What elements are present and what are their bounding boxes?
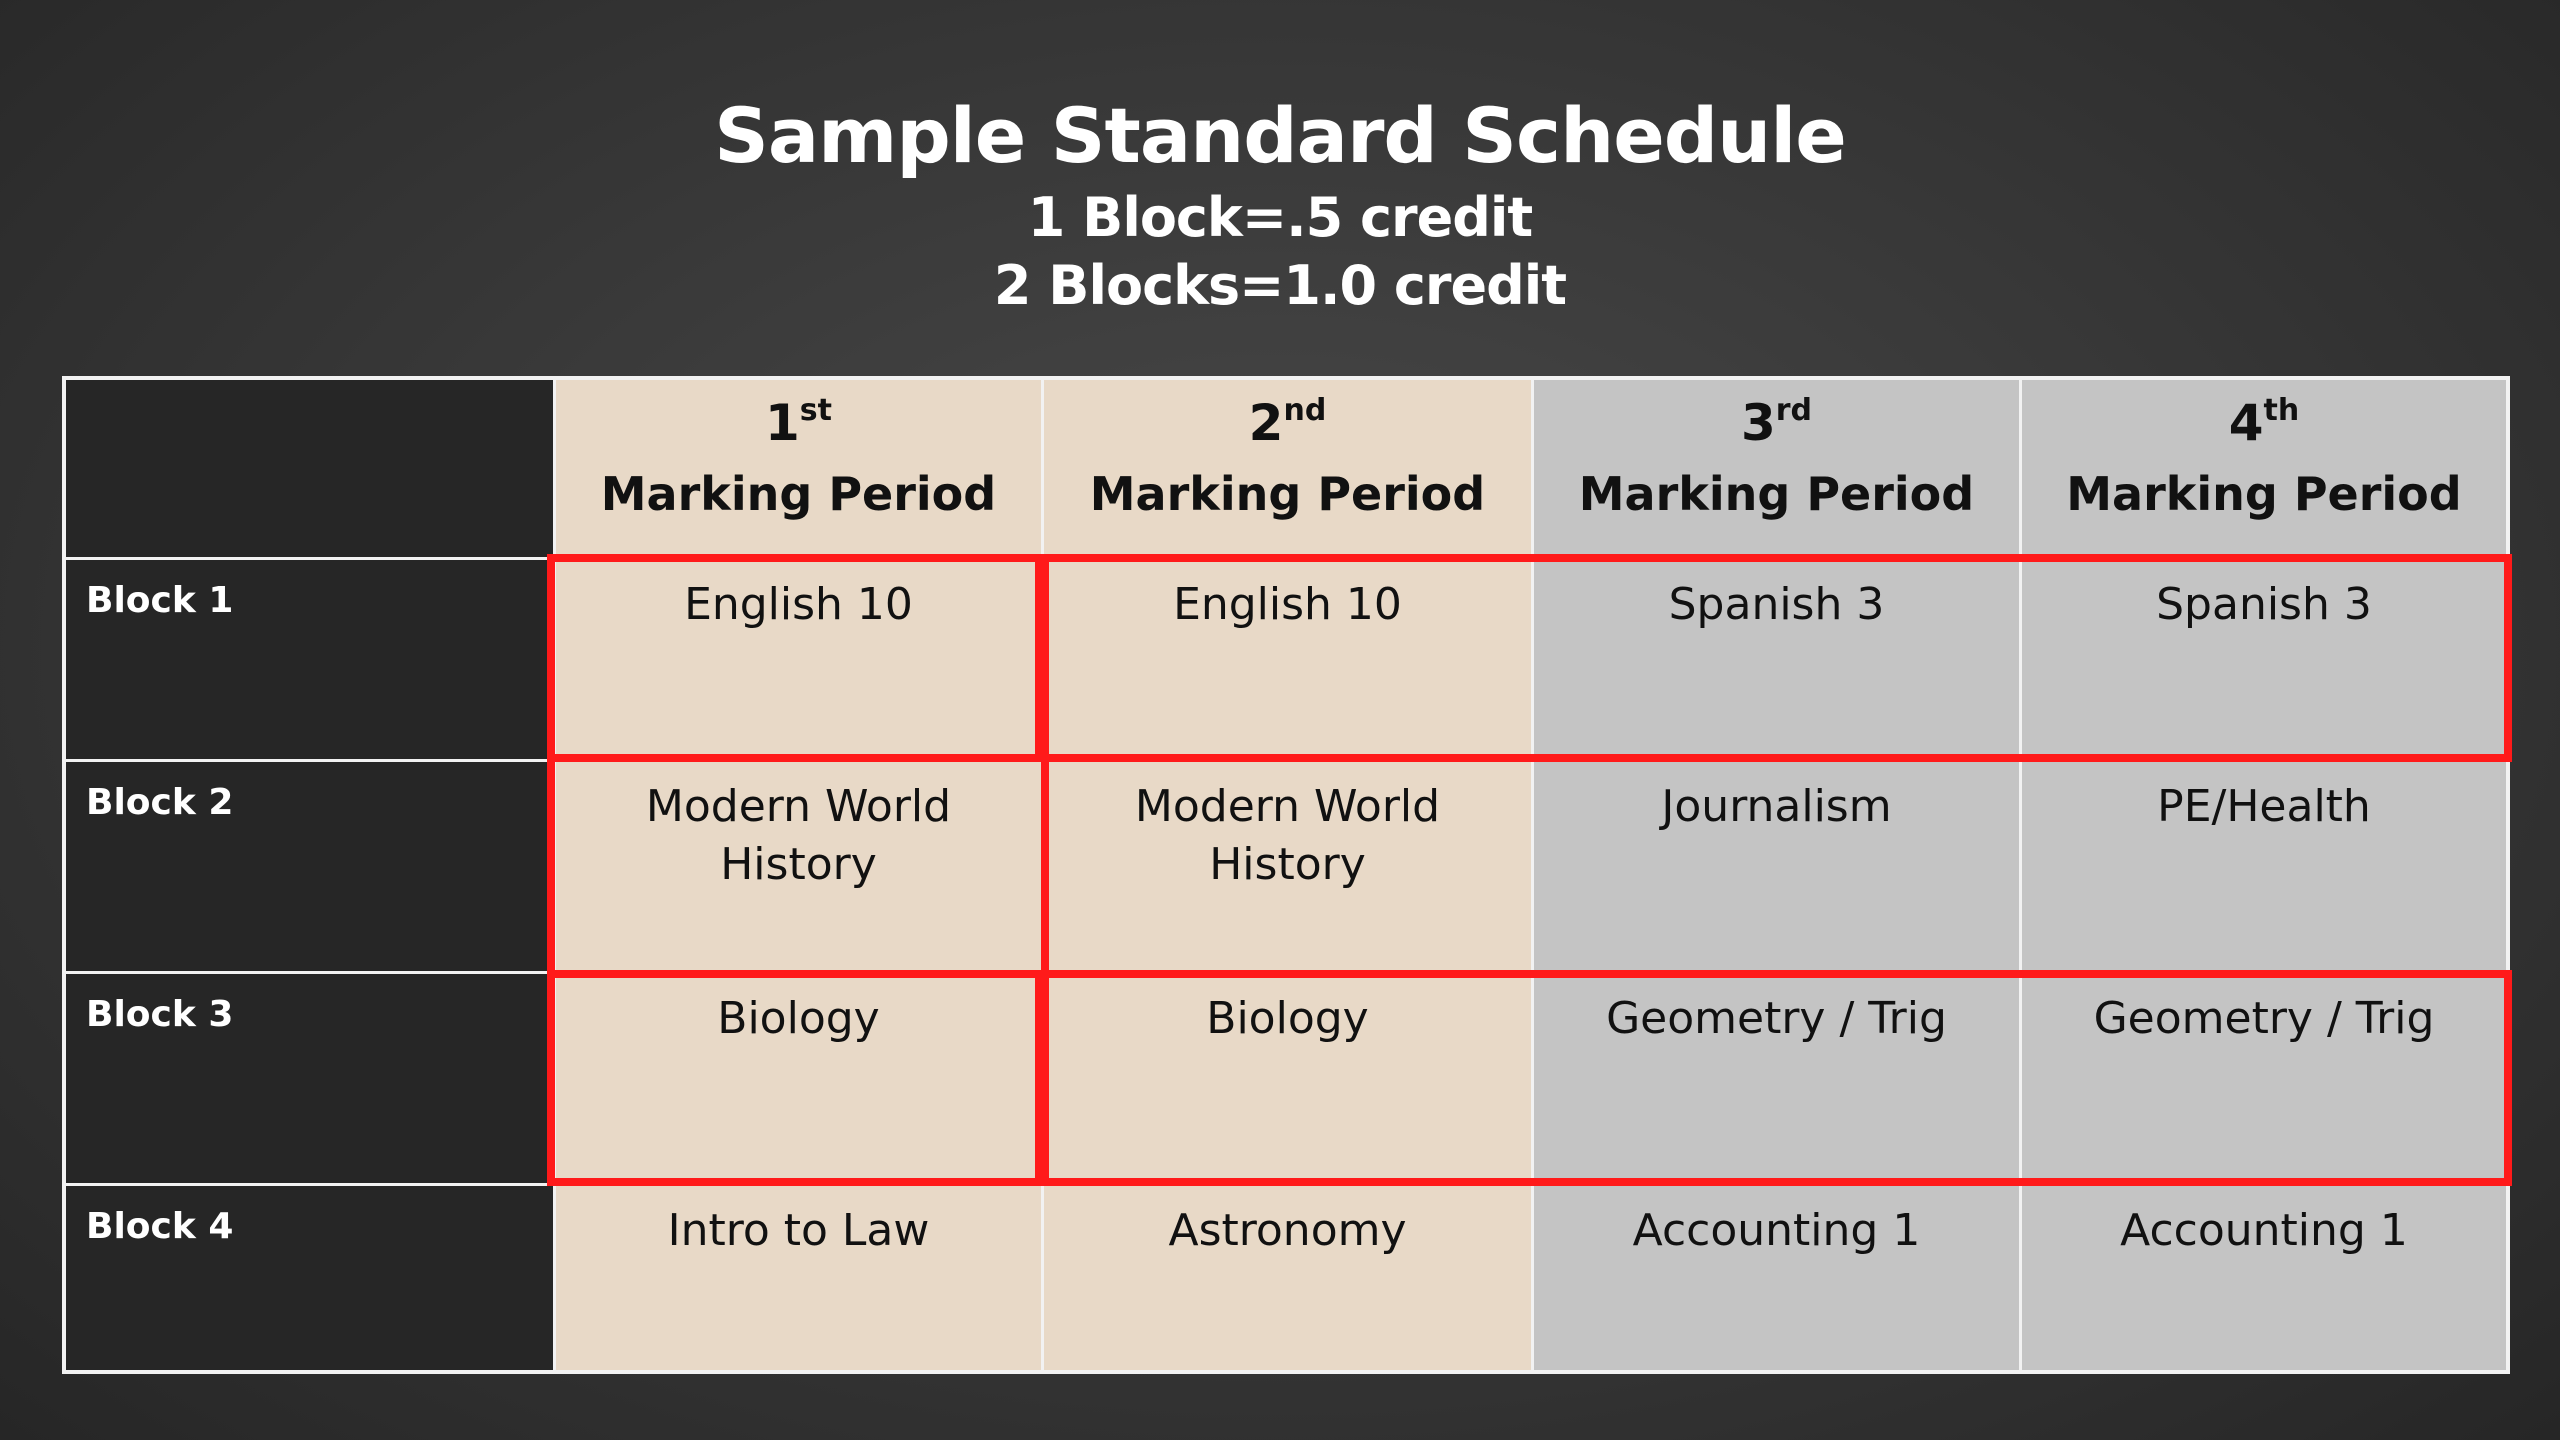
course-name: Spanish 3	[1668, 579, 1885, 630]
course-cell	[1534, 1186, 2022, 1370]
course-name-line-1: Modern World	[1134, 781, 1441, 832]
course-name: Biology	[1206, 993, 1369, 1044]
period-number: 3	[1740, 394, 1776, 452]
period-suffix: th	[2263, 393, 2300, 428]
course-name: Accounting 1	[1632, 1205, 1921, 1256]
period-label: Marking Period	[2066, 467, 2462, 521]
subtitle-credit-double: 2 Blocks=1.0 credit	[993, 254, 1567, 317]
period-number: 4	[2228, 394, 2264, 452]
course-cell	[556, 974, 1044, 1186]
row-label-block-4: Block 4	[66, 1186, 556, 1370]
course-cell	[1534, 762, 2022, 974]
course-cell	[1044, 1186, 1534, 1370]
subtitle-credit-single: 1 Block=.5 credit	[1027, 186, 1533, 249]
course-name: English 10	[1173, 579, 1402, 630]
period-suffix: st	[799, 393, 832, 428]
course-name: PE/Health	[2157, 781, 2371, 832]
course-name: Biology	[717, 993, 880, 1044]
course-cell	[1044, 974, 1534, 1186]
course-cell	[2022, 1186, 2506, 1370]
course-name-line-2: History	[720, 839, 877, 890]
course-cell	[1044, 762, 1534, 974]
period-suffix: nd	[1283, 393, 1327, 428]
course-name-line-1: Modern World	[645, 781, 952, 832]
course-cell	[1534, 974, 2022, 1186]
course-cell	[1534, 560, 2022, 762]
course-name: Geometry / Trig	[2093, 993, 2435, 1044]
course-name: Intro to Law	[667, 1205, 930, 1256]
corner-cell	[66, 380, 556, 560]
course-name: Accounting 1	[2120, 1205, 2408, 1256]
course-name: Astronomy	[1168, 1205, 1407, 1256]
course-cell	[2022, 762, 2506, 974]
row-label-block-1: Block 1	[66, 560, 556, 762]
course-cell	[2022, 560, 2506, 762]
course-cell	[556, 1186, 1044, 1370]
period-number: 2	[1248, 394, 1284, 452]
course-name: Spanish 3	[2156, 579, 2372, 630]
period-number: 1	[765, 394, 800, 452]
course-name: Geometry / Trig	[1606, 993, 1947, 1044]
course-cell	[556, 560, 1044, 762]
header-period-2	[1044, 380, 1534, 560]
schedule-table	[62, 376, 2510, 1374]
course-name-line-2: History	[1209, 839, 1366, 890]
period-label: Marking Period	[1089, 467, 1486, 521]
course-cell	[556, 762, 1044, 974]
header-period-4	[2022, 380, 2506, 560]
row-label-block-2: Block 2	[66, 762, 556, 974]
page-title: Sample Standard Schedule	[714, 91, 1846, 180]
course-name: English 10	[684, 579, 913, 630]
header-period-1	[556, 380, 1044, 560]
course-cell	[2022, 974, 2506, 1186]
row-label-block-3: Block 3	[66, 974, 556, 1186]
schedule-grid	[66, 380, 2506, 1370]
header-period-3	[1534, 380, 2022, 560]
title-block	[0, 88, 2560, 320]
course-cell	[1044, 560, 1534, 762]
period-suffix: rd	[1775, 393, 1813, 428]
period-label: Marking Period	[1578, 467, 1975, 521]
course-name: Journalism	[1661, 781, 1892, 832]
period-label: Marking Period	[600, 467, 997, 521]
